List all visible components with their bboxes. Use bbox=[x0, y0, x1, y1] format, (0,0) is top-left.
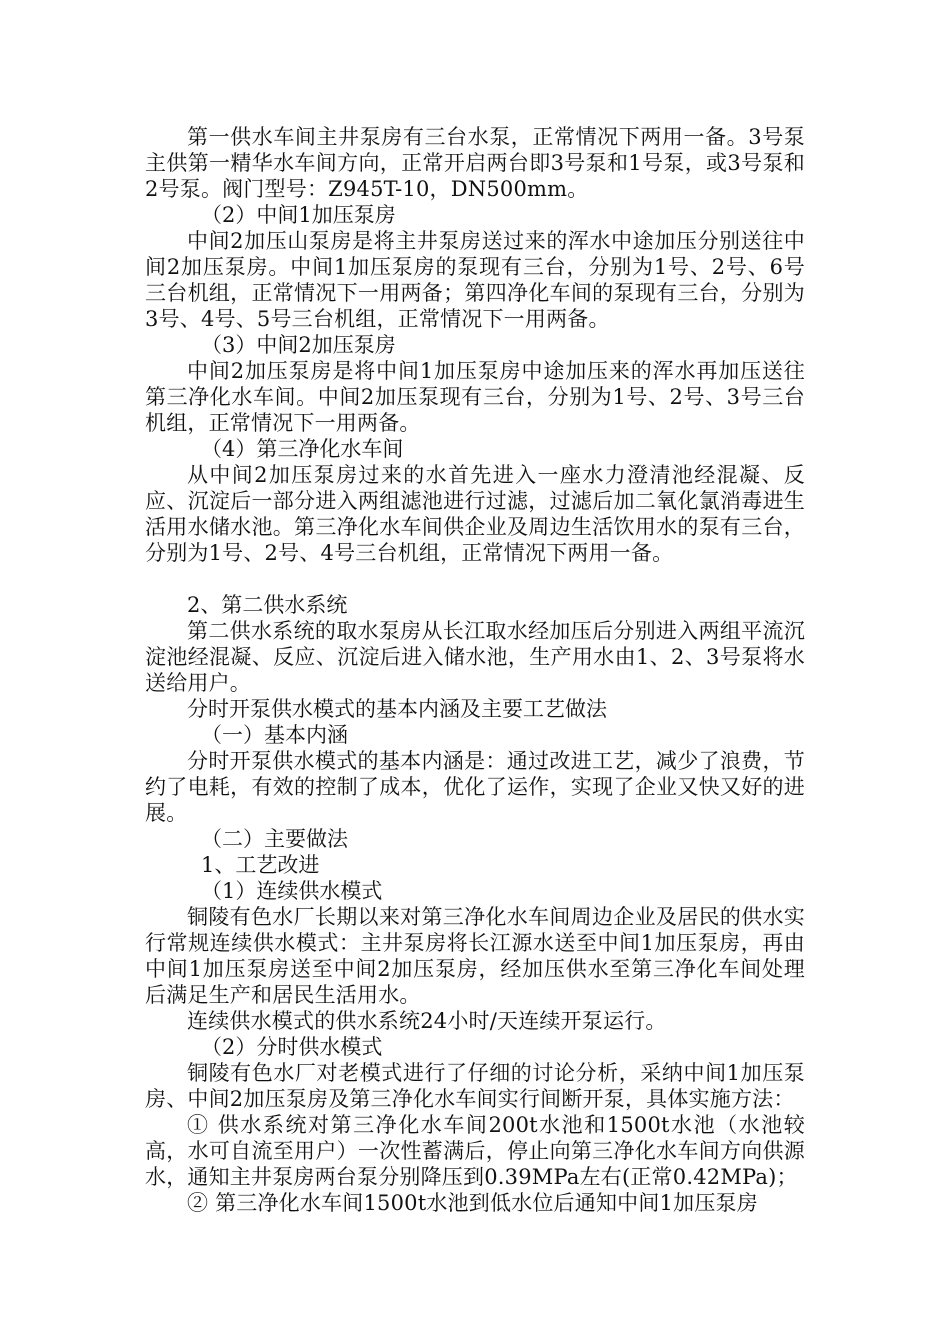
paragraph: 从中间2加压泵房过来的水首先进入一座水力澄清池经混凝、反应、沉淀后一部分进入两组滤池进行过滤，过滤后加二氧化氯消毒进生活用水储水池。第三净化水车间供企业及周边生活饮用水的泵有三台，分别为1号、2号、4号三台机组，正常情况下两用一备。 bbox=[145, 463, 805, 565]
paragraph: 中间2加压泵房是将中间1加压泵房中途加压来的浑水再加压送往第三净化水车间。中间2加压泵现有三台，分别为1号、2号、3号三台机组，正常情况下一用两备。 bbox=[145, 359, 805, 435]
document-body bbox=[145, 124, 805, 1216]
section-title: 分时开泵供水模式的基本内涵及主要工艺做法 bbox=[187, 697, 607, 721]
section-heading: （1）连续供水模式 bbox=[201, 879, 383, 903]
paragraph: 第一供水车间主井泵房有三台水泵，正常情况下两用一备。3号泵主供第一精华水车间方向，正常开启两台即3号泵和1号泵，或3号泵和2号泵。阀门型号：Z945T-10，DN500mm。 bbox=[145, 125, 805, 201]
paragraph: 中间2加压山泵房是将主井泵房送过来的浑水中途加压分别送往中间2加压泵房。中间1加压泵房的泵现有三台，分别为1号、2号、6号三台机组，正常情况下一用两备；第四净化车间的泵现有三台，分别为3号、4号、5号三台机组，正常情况下一用两备。 bbox=[145, 229, 805, 331]
paragraph: ② 第三净化水车间1500t水池到低水位后通知中间1加压泵房 bbox=[187, 1191, 758, 1215]
section-heading: 1、工艺改进 bbox=[201, 853, 320, 877]
section-heading: （二）主要做法 bbox=[201, 827, 348, 851]
section-heading: （3）中间2加压泵房 bbox=[201, 333, 396, 357]
section-heading: （4）第三净化水车间 bbox=[201, 437, 404, 461]
section-heading: 2、第二供水系统 bbox=[187, 593, 348, 617]
paragraph: 第二供水系统的取水泵房从长江取水经加压后分别进入两组平流沉淀池经混凝、反应、沉淀后进入储水池，生产用水由1、2、3号泵将水送给用户。 bbox=[145, 619, 805, 695]
section-heading: （一）基本内涵 bbox=[201, 723, 348, 747]
paragraph: ① 供水系统对第三净化水车间200t水池和1500t水池（水池较高，水可自流至用户）一次性蓄满后，停止向第三净化水车间方向供源水，通知主井泵房两台泵分别降压到0.39MPa左右(正常0.42MPa)； bbox=[145, 1113, 805, 1189]
paragraph: 铜陵有色水厂长期以来对第三净化水车间周边企业及居民的供水实行常规连续供水模式：主井泵房将长江源水送至中间1加压泵房，再由中间1加压泵房送至中间2加压泵房，经加压供水至第三净化车间处理后满足生产和居民生活用水。 bbox=[145, 905, 805, 1007]
paragraph: 分时开泵供水模式的基本内涵是：通过改进工艺，减少了浪费，节约了电耗，有效的控制了成本，优化了运作，实现了企业又快又好的进展。 bbox=[145, 749, 805, 825]
paragraph: 铜陵有色水厂对老模式进行了仔细的讨论分析，采纳中间1加压泵房、中间2加压泵房及第三净化水车间实行间断开泵，具体实施方法： bbox=[145, 1061, 805, 1111]
section-heading: （2）分时供水模式 bbox=[201, 1035, 383, 1059]
section-heading: （2）中间1加压泵房 bbox=[201, 203, 396, 227]
spacer bbox=[145, 566, 805, 592]
paragraph: 连续供水模式的供水系统24小时/天连续开泵运行。 bbox=[187, 1009, 667, 1033]
